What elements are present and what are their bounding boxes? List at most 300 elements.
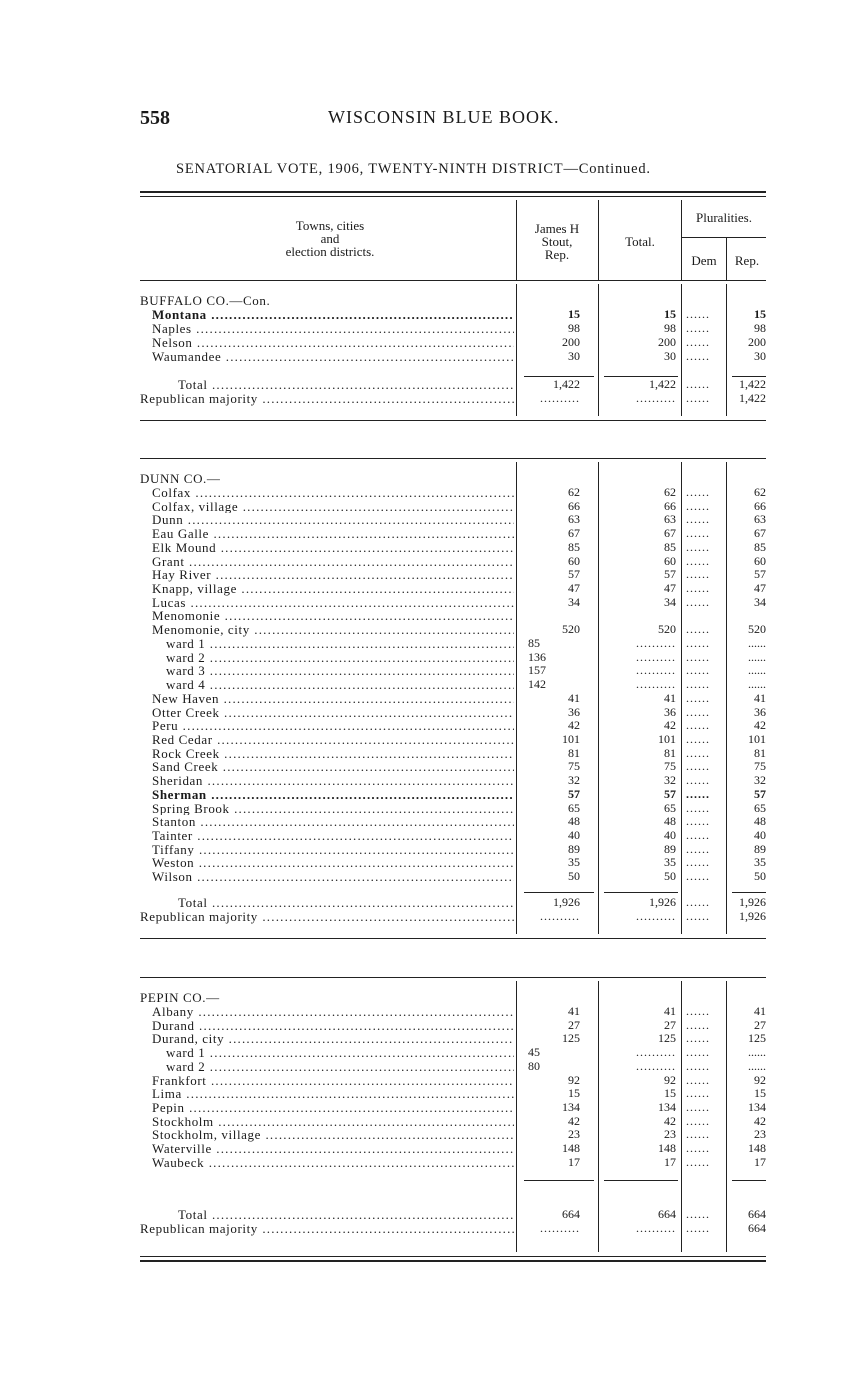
- stout-votes: 15: [568, 1086, 580, 1101]
- table-row: [140, 1074, 768, 1088]
- total-votes: ..........: [636, 1058, 676, 1073]
- dem-plurality: ......: [686, 745, 710, 760]
- dem-plurality: ......: [686, 1113, 710, 1128]
- table-row: [140, 500, 768, 514]
- dem-plurality: ......: [686, 498, 710, 513]
- total-votes: 1,422: [649, 377, 676, 391]
- rep-plurality: ......: [748, 1045, 766, 1060]
- dem-plurality: ......: [686, 677, 710, 692]
- table-row: [140, 815, 768, 829]
- table-row: [140, 623, 768, 637]
- stout-votes: 125: [562, 1031, 580, 1046]
- total-rule: [604, 892, 678, 893]
- table-row: [140, 1060, 768, 1074]
- rep-plurality: 17: [754, 1154, 766, 1169]
- rep-plurality: 50: [754, 869, 766, 884]
- rep-plurality: 200: [748, 335, 766, 349]
- table-row: [140, 350, 768, 364]
- stout-votes: 1,422: [553, 377, 580, 391]
- town-name: Sheridan .....: [152, 774, 514, 788]
- rep-plurality: 35: [754, 855, 766, 870]
- total-column-header: Total.: [625, 234, 655, 249]
- ward-votes: 45: [528, 1045, 540, 1060]
- dem-plurality: ......: [686, 335, 710, 349]
- table-row: [140, 1005, 768, 1019]
- dem-plurality: ......: [686, 663, 710, 678]
- dem-plurality: ......: [686, 553, 710, 568]
- towns-header-line: election districts.: [285, 244, 375, 259]
- rep-plurality: 60: [754, 553, 766, 568]
- rep-plurality: ......: [748, 677, 766, 692]
- town-name: Tainter .....: [152, 829, 514, 843]
- dem-plurality: ......: [686, 1072, 710, 1087]
- rep-plurality: 1,422: [739, 377, 766, 391]
- stout-votes: 15: [568, 307, 580, 321]
- rep-plurality: 40: [754, 828, 766, 842]
- town-name: Red Cedar .....: [152, 733, 514, 747]
- dem-plurality: ......: [686, 800, 710, 815]
- total-votes: 66: [664, 498, 676, 513]
- majority-row: [140, 910, 768, 924]
- dem-plurality: ......: [686, 349, 710, 363]
- town-name: Durand, city .....: [152, 1032, 514, 1046]
- dem-plurality: ......: [686, 307, 710, 321]
- stout-header-line: James H: [534, 221, 580, 236]
- table-row: [140, 527, 768, 541]
- stout-votes: 17: [568, 1154, 580, 1169]
- dem-plurality: ......: [686, 1004, 710, 1018]
- stout-votes: 200: [562, 335, 580, 349]
- town-name: Albany .....: [152, 1005, 514, 1019]
- section-rule: [140, 938, 766, 939]
- town-name: Lima .....: [152, 1087, 514, 1101]
- table-row: [140, 719, 768, 733]
- rep-plurality: 48: [754, 814, 766, 829]
- total-votes: ..........: [636, 635, 676, 650]
- rep-plurality: 81: [754, 745, 766, 760]
- town-name: New Haven .....: [152, 692, 514, 706]
- table-row: [140, 1046, 768, 1060]
- stout-votes: 40: [568, 828, 580, 842]
- majority-label: Republican majority .....: [140, 910, 514, 924]
- stout-votes: 42: [568, 718, 580, 733]
- stout-votes: 30: [568, 349, 580, 363]
- stout-votes: 89: [568, 841, 580, 856]
- stout-votes: 34: [568, 594, 580, 609]
- dem-plurality: ......: [686, 759, 710, 774]
- stout-votes: 75: [568, 759, 580, 774]
- town-name: Stockholm, village .....: [152, 1128, 514, 1142]
- table-row: [140, 774, 768, 788]
- rep-plurality: 148: [748, 1141, 766, 1155]
- dem-plurality: ......: [686, 704, 710, 719]
- total-votes: ..........: [636, 663, 676, 678]
- town-name: Spring Brook .....: [152, 802, 514, 816]
- town-name: Knapp, village .....: [152, 582, 514, 596]
- total-votes: ..........: [636, 677, 676, 692]
- rep-plurality: 23: [754, 1127, 766, 1142]
- total-votes: 81: [664, 745, 676, 760]
- dem-plurality: ......: [686, 814, 710, 829]
- county-heading: PEPIN CO.—: [140, 991, 220, 1005]
- town-name: Sand Creek .....: [152, 760, 514, 774]
- section-rule: [140, 458, 766, 459]
- total-votes: 23: [664, 1127, 676, 1142]
- table-row: [140, 637, 768, 651]
- dem-plurality: ......: [686, 391, 710, 405]
- total-row: [140, 378, 768, 392]
- total-votes: 57: [664, 786, 676, 801]
- stout-votes: 41: [568, 1004, 580, 1018]
- stout-votes: 27: [568, 1017, 580, 1032]
- total-rule: [524, 1180, 594, 1181]
- rep-plurality: 57: [754, 786, 766, 801]
- stout-votes: 23: [568, 1127, 580, 1142]
- total-votes: 57: [664, 567, 676, 582]
- town-name: Sherman .....: [152, 788, 514, 802]
- town-name: Durand .....: [152, 1019, 514, 1033]
- dem-plurality: ......: [686, 485, 710, 499]
- town-name: Stanton .....: [152, 815, 514, 829]
- dem-plurality: ......: [686, 594, 710, 609]
- total-votes: 41: [664, 690, 676, 705]
- table-row: [140, 541, 768, 555]
- dem-plurality: ......: [686, 1154, 710, 1169]
- rep-plurality: 57: [754, 567, 766, 582]
- rep-plurality: 75: [754, 759, 766, 774]
- stout-header-line: Rep.: [544, 247, 570, 262]
- stout-votes: 92: [568, 1072, 580, 1087]
- table-row: [140, 706, 768, 720]
- dem-plurality: ......: [686, 855, 710, 870]
- table-row: [140, 1101, 768, 1115]
- total-label: Total .....: [178, 896, 514, 910]
- table-row: [140, 609, 768, 623]
- dem-plurality: ......: [686, 321, 710, 335]
- total-votes: 520: [658, 622, 676, 637]
- stout-votes: ..........: [540, 1221, 580, 1235]
- town-name: Frankfort .....: [152, 1074, 514, 1088]
- table-row: [140, 555, 768, 569]
- total-votes: 664: [658, 1207, 676, 1221]
- majority-label: Republican majority .....: [140, 392, 514, 406]
- dem-plurality: ......: [686, 718, 710, 733]
- table-row: [140, 856, 768, 870]
- town-name: Elk Mound .....: [152, 541, 514, 555]
- rep-plurality: 41: [754, 690, 766, 705]
- rep-plurality: 98: [754, 321, 766, 335]
- total-votes: 47: [664, 581, 676, 596]
- town-name: Waubeck .....: [152, 1156, 514, 1170]
- rep-plurality: 63: [754, 512, 766, 527]
- table-row: [140, 788, 768, 802]
- total-votes: 134: [658, 1099, 676, 1114]
- table-row: [140, 760, 768, 774]
- total-label: Total .....: [178, 378, 514, 392]
- running-head: WISCONSIN BLUE BOOK.: [328, 107, 560, 127]
- stout-votes: 47: [568, 581, 580, 596]
- rep-plurality: 62: [754, 485, 766, 499]
- total-rule: [524, 892, 594, 893]
- rep-plurality: 67: [754, 526, 766, 541]
- rep-plurality: 36: [754, 704, 766, 719]
- dem-plurality: ......: [686, 622, 710, 637]
- rep-plurality: 15: [754, 1086, 766, 1101]
- rep-plurality: 65: [754, 800, 766, 815]
- total-votes: 34: [664, 594, 676, 609]
- dem-plurality: ......: [686, 1207, 710, 1221]
- majority-label: Republican majority .....: [140, 1222, 514, 1236]
- town-name: Hay River .....: [152, 568, 514, 582]
- town-name: Eau Galle .....: [152, 527, 514, 541]
- total-votes: 89: [664, 841, 676, 856]
- stout-votes: 60: [568, 553, 580, 568]
- dem-plurality: ......: [686, 690, 710, 705]
- stout-votes: 57: [568, 786, 580, 801]
- total-votes: 75: [664, 759, 676, 774]
- stout-votes: 50: [568, 869, 580, 884]
- pluralities-rule: [681, 237, 766, 238]
- rep-plurality: ......: [748, 635, 766, 650]
- total-votes: 101: [658, 731, 676, 746]
- ward-votes: 85: [528, 635, 540, 650]
- stout-votes: 67: [568, 526, 580, 541]
- town-name: Waumandee .....: [152, 350, 514, 364]
- stout-header-line: Stout,: [541, 234, 573, 249]
- table-row: [140, 802, 768, 816]
- towns-header-line: and: [320, 231, 340, 246]
- stout-votes: 101: [562, 731, 580, 746]
- rep-plurality: 66: [754, 498, 766, 513]
- stout-column-header: [517, 222, 597, 261]
- stout-votes: 134: [562, 1099, 580, 1114]
- rep-plurality: 1,422: [739, 391, 766, 405]
- town-name: Stockholm .....: [152, 1115, 514, 1129]
- dem-plurality: ......: [686, 909, 710, 923]
- town-name: Peru .....: [152, 719, 514, 733]
- rep-plurality: 85: [754, 539, 766, 554]
- ward-name: ward 1 .....: [166, 637, 514, 651]
- stout-votes: 66: [568, 498, 580, 513]
- stout-votes: 664: [562, 1207, 580, 1221]
- dem-plurality: ......: [686, 731, 710, 746]
- dem-plurality: ......: [686, 649, 710, 664]
- rep-plurality: ......: [748, 663, 766, 678]
- stout-votes: 57: [568, 567, 580, 582]
- header-bottom-rule: [140, 280, 766, 281]
- stout-votes: 62: [568, 485, 580, 499]
- stout-votes: 1,926: [553, 895, 580, 909]
- table-row: [140, 1019, 768, 1033]
- rep-plurality: 134: [748, 1099, 766, 1114]
- total-votes: 15: [664, 1086, 676, 1101]
- total-votes: 42: [664, 1113, 676, 1128]
- table-row: [140, 322, 768, 336]
- table-bottom-rule-thick: [140, 1260, 766, 1262]
- total-votes: 67: [664, 526, 676, 541]
- town-name: Otter Creek .....: [152, 706, 514, 720]
- dem-plurality: ......: [686, 786, 710, 801]
- table-row: [140, 596, 768, 610]
- total-votes: 60: [664, 553, 676, 568]
- rep-plurality: 32: [754, 773, 766, 788]
- dem-plurality: ......: [686, 377, 710, 391]
- dem-plurality: ......: [686, 1017, 710, 1032]
- town-name: Waterville .....: [152, 1142, 514, 1156]
- stout-votes: 85: [568, 539, 580, 554]
- stout-votes: 520: [562, 622, 580, 637]
- total-label: Total .....: [178, 1208, 514, 1222]
- ward-votes: 80: [528, 1058, 540, 1073]
- towns-column-header: [240, 219, 420, 258]
- town-name: Lucas .....: [152, 596, 514, 610]
- rep-plurality: 1,926: [739, 895, 766, 909]
- table-row: [140, 733, 768, 747]
- table-row: [140, 870, 768, 884]
- town-name: Menomonie .....: [152, 609, 514, 623]
- total-votes: ..........: [636, 1221, 676, 1235]
- rep-plurality: 664: [748, 1207, 766, 1221]
- dem-column-header: Dem: [691, 253, 717, 268]
- table-top-rule-thin: [140, 196, 766, 197]
- table-row: [140, 1032, 768, 1046]
- table-row: [140, 829, 768, 843]
- table-row: [140, 308, 768, 322]
- town-name: Menomonie, city .....: [152, 623, 514, 637]
- dem-plurality: ......: [686, 773, 710, 788]
- dem-plurality: ......: [686, 635, 710, 650]
- rep-plurality: 664: [748, 1221, 766, 1235]
- dem-plurality: ......: [686, 1086, 710, 1101]
- dem-plurality: ......: [686, 1221, 710, 1235]
- table-row: [140, 513, 768, 527]
- dem-plurality: ......: [686, 581, 710, 596]
- section-rule: [140, 977, 766, 978]
- pluralities-column-header: Pluralities.: [696, 210, 752, 225]
- total-votes: 36: [664, 704, 676, 719]
- ward-name: ward 2 .....: [166, 651, 514, 665]
- stout-votes: 35: [568, 855, 580, 870]
- town-name: Weston .....: [152, 856, 514, 870]
- rep-plurality: 89: [754, 841, 766, 856]
- rep-plurality: ......: [748, 1058, 766, 1073]
- county-heading-row: [140, 991, 768, 1005]
- dem-plurality: ......: [686, 1127, 710, 1142]
- total-votes: ..........: [636, 1045, 676, 1060]
- table-row: [140, 678, 768, 692]
- stout-votes: ..........: [540, 909, 580, 923]
- town-name: Grant .....: [152, 555, 514, 569]
- town-name: Wilson .....: [152, 870, 514, 884]
- town-name: Tiffany .....: [152, 843, 514, 857]
- rep-plurality: 47: [754, 581, 766, 596]
- rep-column-header: Rep.: [734, 253, 760, 268]
- county-heading: BUFFALO CO.—Con.: [140, 294, 271, 308]
- county-heading: DUNN CO.—: [140, 472, 221, 486]
- majority-row: [140, 392, 768, 406]
- total-votes: 27: [664, 1017, 676, 1032]
- stout-votes: 48: [568, 814, 580, 829]
- total-votes: 125: [658, 1031, 676, 1046]
- table-row: [140, 1115, 768, 1129]
- total-votes: ..........: [636, 649, 676, 664]
- towns-header-line: Towns, cities: [295, 218, 365, 233]
- rep-plurality: 520: [748, 622, 766, 637]
- rep-plurality: 1,926: [739, 909, 766, 923]
- stout-votes: 63: [568, 512, 580, 527]
- dem-plurality: ......: [686, 539, 710, 554]
- dem-plurality: ......: [686, 869, 710, 884]
- stout-votes: 98: [568, 321, 580, 335]
- dem-plurality: ......: [686, 841, 710, 856]
- town-name: Montana .....: [152, 308, 514, 322]
- dem-plurality: ......: [686, 1045, 710, 1060]
- dem-plurality: ......: [686, 526, 710, 541]
- table-row: [140, 692, 768, 706]
- table-top-rule: [140, 191, 766, 193]
- total-votes: 50: [664, 869, 676, 884]
- rep-plurality: 34: [754, 594, 766, 609]
- total-votes: 200: [658, 335, 676, 349]
- rep-plurality: 42: [754, 718, 766, 733]
- ward-name: ward 3 .....: [166, 664, 514, 678]
- table-row: [140, 1087, 768, 1101]
- town-name: Rock Creek .....: [152, 747, 514, 761]
- dem-plurality: ......: [686, 828, 710, 842]
- stout-votes: 36: [568, 704, 580, 719]
- total-votes: 148: [658, 1141, 676, 1155]
- dem-plurality: ......: [686, 1141, 710, 1155]
- total-votes: 48: [664, 814, 676, 829]
- total-votes: 1,926: [649, 895, 676, 909]
- town-name: Pepin .....: [152, 1101, 514, 1115]
- total-votes: 41: [664, 1004, 676, 1018]
- dem-plurality: ......: [686, 512, 710, 527]
- table-row: [140, 1142, 768, 1156]
- total-votes: 98: [664, 321, 676, 335]
- dem-plurality: ......: [686, 895, 710, 909]
- total-votes: ..........: [636, 391, 676, 405]
- town-name: Dunn .....: [152, 513, 514, 527]
- total-votes: 85: [664, 539, 676, 554]
- rep-plurality: 30: [754, 349, 766, 363]
- total-votes: 15: [664, 307, 676, 321]
- town-name: Nelson .....: [152, 336, 514, 350]
- table-row: [140, 843, 768, 857]
- table-row: [140, 336, 768, 350]
- county-heading-row: [140, 472, 768, 486]
- total-votes: ..........: [636, 909, 676, 923]
- rep-plurality: 101: [748, 731, 766, 746]
- table-row: [140, 568, 768, 582]
- total-votes: 32: [664, 773, 676, 788]
- dem-plurality: ......: [686, 1058, 710, 1073]
- page-number: 558: [140, 107, 170, 129]
- table-row: [140, 651, 768, 665]
- rep-plurality: ......: [748, 649, 766, 664]
- total-rule: [732, 1180, 766, 1181]
- county-heading-row: [140, 294, 768, 308]
- total-votes: 35: [664, 855, 676, 870]
- dem-plurality: ......: [686, 567, 710, 582]
- total-votes: 30: [664, 349, 676, 363]
- total-votes: 42: [664, 718, 676, 733]
- table-bottom-rule: [140, 1256, 766, 1257]
- ward-name: ward 1 .....: [166, 1046, 514, 1060]
- stout-votes: 32: [568, 773, 580, 788]
- town-name: Colfax, village .....: [152, 500, 514, 514]
- town-name: Colfax .....: [152, 486, 514, 500]
